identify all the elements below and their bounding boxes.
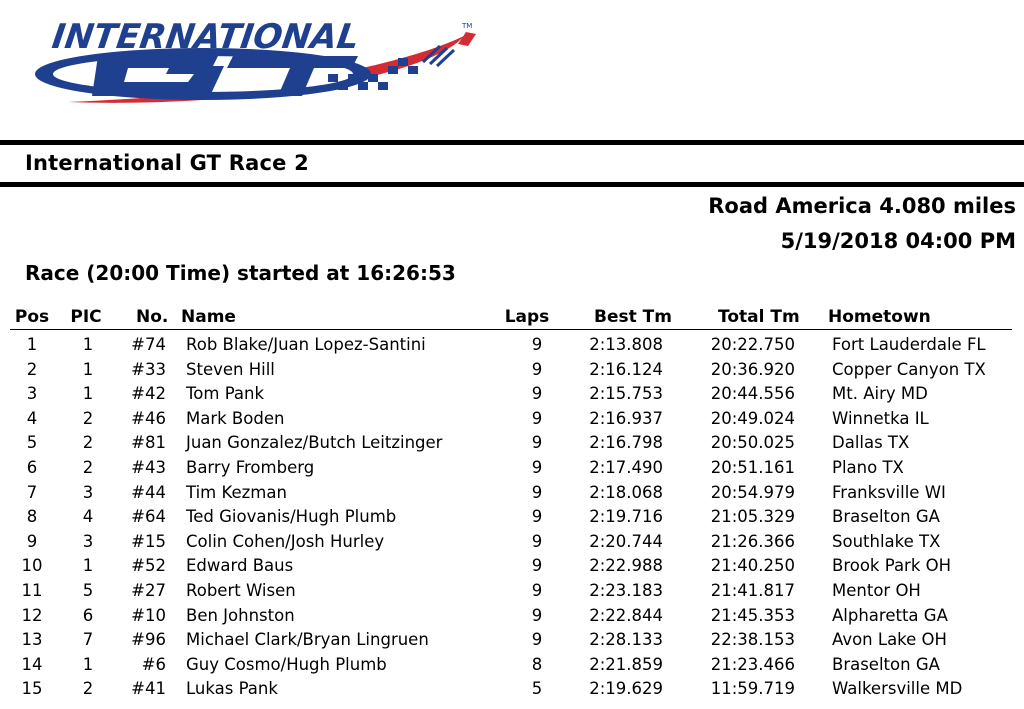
table-row — [0, 530, 1024, 555]
header-no: No. — [136, 307, 169, 327]
cell-car-number: #15 — [131, 531, 166, 551]
cell-car-number: #6 — [141, 654, 166, 674]
cell-best-time: 2:22.844 — [589, 605, 663, 625]
cell-pos: 8 — [26, 507, 38, 527]
table-row — [0, 628, 1024, 653]
cell-laps: 9 — [531, 359, 543, 379]
cell-car-number: #10 — [131, 605, 166, 625]
title-bottom-rule — [0, 182, 1024, 187]
cell-total-time: 20:44.556 — [710, 384, 795, 404]
cell-best-time: 2:16.124 — [589, 359, 663, 379]
cell-laps: 9 — [531, 605, 543, 625]
cell-driver-name: Rob Blake/Juan Lopez-Santini — [186, 335, 426, 354]
cell-laps: 9 — [531, 384, 543, 404]
cell-hometown: Mt. Airy MD — [832, 384, 928, 404]
cell-pos: 6 — [26, 457, 38, 477]
cell-best-time: 2:28.133 — [589, 630, 663, 650]
cell-pos: 3 — [26, 384, 38, 404]
cell-total-time: 21:41.817 — [710, 580, 795, 600]
results-table — [0, 333, 1024, 702]
table-row — [0, 481, 1024, 506]
cell-car-number: #42 — [131, 384, 166, 404]
cell-total-time: 20:50.025 — [710, 433, 795, 453]
cell-hometown: Fort Lauderdale FL — [832, 335, 986, 354]
cell-best-time: 2:13.808 — [589, 335, 663, 354]
table-row — [0, 382, 1024, 407]
header-pos: Pos — [14, 307, 50, 327]
cell-car-number: #74 — [131, 335, 166, 354]
cell-best-time: 2:19.629 — [589, 679, 663, 699]
cell-total-time: 21:23.466 — [710, 654, 795, 674]
cell-total-time: 11:59.719 — [710, 679, 795, 699]
cell-hometown: Braselton GA — [832, 654, 940, 674]
header-pic: PIC — [70, 307, 102, 327]
cell-hometown: Dallas TX — [832, 433, 910, 453]
cell-driver-name: Ben Johnston — [186, 605, 295, 625]
cell-pic: 1 — [82, 359, 94, 379]
cell-pic: 4 — [82, 507, 94, 527]
cell-pos: 9 — [26, 531, 38, 551]
international-gt-logo — [28, 12, 478, 108]
cell-pos: 1 — [26, 335, 38, 354]
cell-pos: 10 — [21, 556, 43, 576]
cell-best-time: 2:21.859 — [589, 654, 663, 674]
event-datetime: 5/19/2018 04:00 PM — [780, 229, 1016, 253]
cell-best-time: 2:19.716 — [589, 507, 663, 527]
cell-car-number: #27 — [131, 580, 166, 600]
cell-driver-name: Tim Kezman — [186, 482, 287, 502]
cell-laps: 9 — [531, 630, 543, 650]
cell-total-time: 21:26.366 — [710, 531, 795, 551]
cell-driver-name: Ted Giovanis/Hugh Plumb — [186, 507, 397, 527]
cell-pos: 5 — [26, 433, 38, 453]
cell-total-time: 21:05.329 — [710, 507, 795, 527]
cell-car-number: #44 — [131, 482, 166, 502]
cell-best-time: 2:20.744 — [589, 531, 663, 551]
cell-pic: 2 — [82, 457, 94, 477]
cell-laps: 9 — [531, 482, 543, 502]
cell-pic: 1 — [82, 654, 94, 674]
cell-driver-name: Robert Wisen — [186, 580, 296, 600]
cell-driver-name: Mark Boden — [186, 408, 285, 428]
cell-laps: 9 — [531, 580, 543, 600]
cell-hometown: Avon Lake OH — [832, 630, 947, 650]
venue-text: Road America 4.080 miles — [708, 194, 1016, 218]
cell-pic: 2 — [82, 679, 94, 699]
cell-hometown: Walkersville MD — [832, 679, 963, 699]
cell-hometown: Southlake TX — [832, 531, 941, 551]
cell-pos: 7 — [26, 482, 38, 502]
cell-driver-name: Steven Hill — [186, 359, 275, 379]
cell-total-time: 20:54.979 — [710, 482, 795, 502]
cell-total-time: 20:22.750 — [710, 335, 795, 354]
cell-driver-name: Juan Gonzalez/Butch Leitzinger — [186, 433, 443, 453]
table-row — [0, 653, 1024, 678]
cell-total-time: 22:38.153 — [710, 630, 795, 650]
cell-laps: 5 — [531, 679, 543, 699]
cell-laps: 9 — [531, 408, 543, 428]
cell-laps: 8 — [531, 654, 543, 674]
table-row — [0, 431, 1024, 456]
logo-wordmark: INTERNATIONAL — [49, 17, 362, 57]
cell-pos: 13 — [21, 630, 43, 650]
cell-pos: 14 — [21, 654, 43, 674]
cell-car-number: #96 — [131, 630, 166, 650]
cell-driver-name: Edward Baus — [186, 556, 294, 576]
cell-car-number: #41 — [131, 679, 166, 699]
table-row — [0, 604, 1024, 629]
cell-hometown: Brook Park OH — [832, 556, 952, 576]
table-row — [0, 358, 1024, 383]
table-row — [0, 554, 1024, 579]
table-row — [0, 579, 1024, 604]
cell-laps: 9 — [531, 531, 543, 551]
cell-pic: 3 — [82, 531, 94, 551]
table-row — [0, 505, 1024, 530]
cell-hometown: Alpharetta GA — [832, 605, 948, 625]
cell-total-time: 20:51.161 — [710, 457, 795, 477]
header-name: Name — [181, 307, 236, 327]
table-row — [0, 333, 1024, 358]
cell-best-time: 2:16.937 — [589, 408, 663, 428]
trademark-mark: TM — [462, 22, 473, 30]
cell-pos: 2 — [26, 359, 38, 379]
cell-laps: 9 — [531, 507, 543, 527]
cell-total-time: 21:45.353 — [710, 605, 795, 625]
cell-best-time: 2:15.753 — [589, 384, 663, 404]
cell-best-time: 2:17.490 — [589, 457, 663, 477]
cell-best-time: 2:22.988 — [589, 556, 663, 576]
cell-pic: 5 — [82, 580, 94, 600]
cell-pic: 2 — [82, 433, 94, 453]
cell-pic: 1 — [82, 335, 94, 354]
header-laps: Laps — [504, 307, 550, 327]
cell-driver-name: Colin Cohen/Josh Hurley — [186, 531, 385, 551]
cell-hometown: Winnetka IL — [832, 408, 929, 428]
cell-driver-name: Barry Fromberg — [186, 457, 315, 477]
cell-hometown: Braselton GA — [832, 507, 940, 527]
cell-laps: 9 — [531, 335, 543, 354]
cell-car-number: #33 — [131, 359, 166, 379]
cell-pos: 4 — [26, 408, 38, 428]
cell-pic: 3 — [82, 482, 94, 502]
header-hometown: Hometown — [828, 307, 931, 327]
cell-pic: 1 — [82, 384, 94, 404]
table-row — [0, 677, 1024, 702]
header-best-time: Best Tm — [594, 307, 672, 327]
cell-driver-name: Tom Pank — [186, 384, 265, 404]
cell-best-time: 2:18.068 — [589, 482, 663, 502]
cell-hometown: Plano TX — [832, 457, 904, 477]
cell-hometown: Copper Canyon TX — [832, 359, 986, 379]
cell-total-time: 20:36.920 — [710, 359, 795, 379]
cell-best-time: 2:16.798 — [589, 433, 663, 453]
table-row — [0, 456, 1024, 481]
cell-total-time: 21:40.250 — [710, 556, 795, 576]
cell-hometown: Franksville WI — [832, 482, 946, 502]
cell-driver-name: Guy Cosmo/Hugh Plumb — [186, 654, 387, 674]
cell-car-number: #64 — [131, 507, 166, 527]
cell-laps: 9 — [531, 556, 543, 576]
cell-driver-name: Michael Clark/Bryan Lingruen — [186, 630, 429, 650]
cell-pos: 15 — [21, 679, 43, 699]
results-header — [0, 307, 1024, 329]
cell-car-number: #81 — [131, 433, 166, 453]
header-total-time: Total Tm — [718, 307, 800, 327]
cell-driver-name: Lukas Pank — [186, 679, 278, 699]
header-divider — [10, 329, 1012, 330]
cell-car-number: #43 — [131, 457, 166, 477]
page-title: International GT Race 2 — [25, 151, 309, 175]
cell-pic: 1 — [82, 556, 94, 576]
cell-car-number: #52 — [131, 556, 166, 576]
race-start-info: Race (20:00 Time) started at 16:26:53 — [25, 261, 456, 285]
cell-pos: 12 — [21, 605, 43, 625]
title-top-rule — [0, 140, 1024, 145]
cell-pic: 6 — [82, 605, 94, 625]
cell-car-number: #46 — [131, 408, 166, 428]
cell-total-time: 20:49.024 — [710, 408, 795, 428]
cell-pic: 7 — [82, 630, 94, 650]
cell-pic: 2 — [82, 408, 94, 428]
table-row — [0, 407, 1024, 432]
cell-best-time: 2:23.183 — [589, 580, 663, 600]
cell-laps: 9 — [531, 433, 543, 453]
cell-laps: 9 — [531, 457, 543, 477]
cell-hometown: Mentor OH — [832, 580, 921, 600]
cell-pos: 11 — [21, 580, 43, 600]
